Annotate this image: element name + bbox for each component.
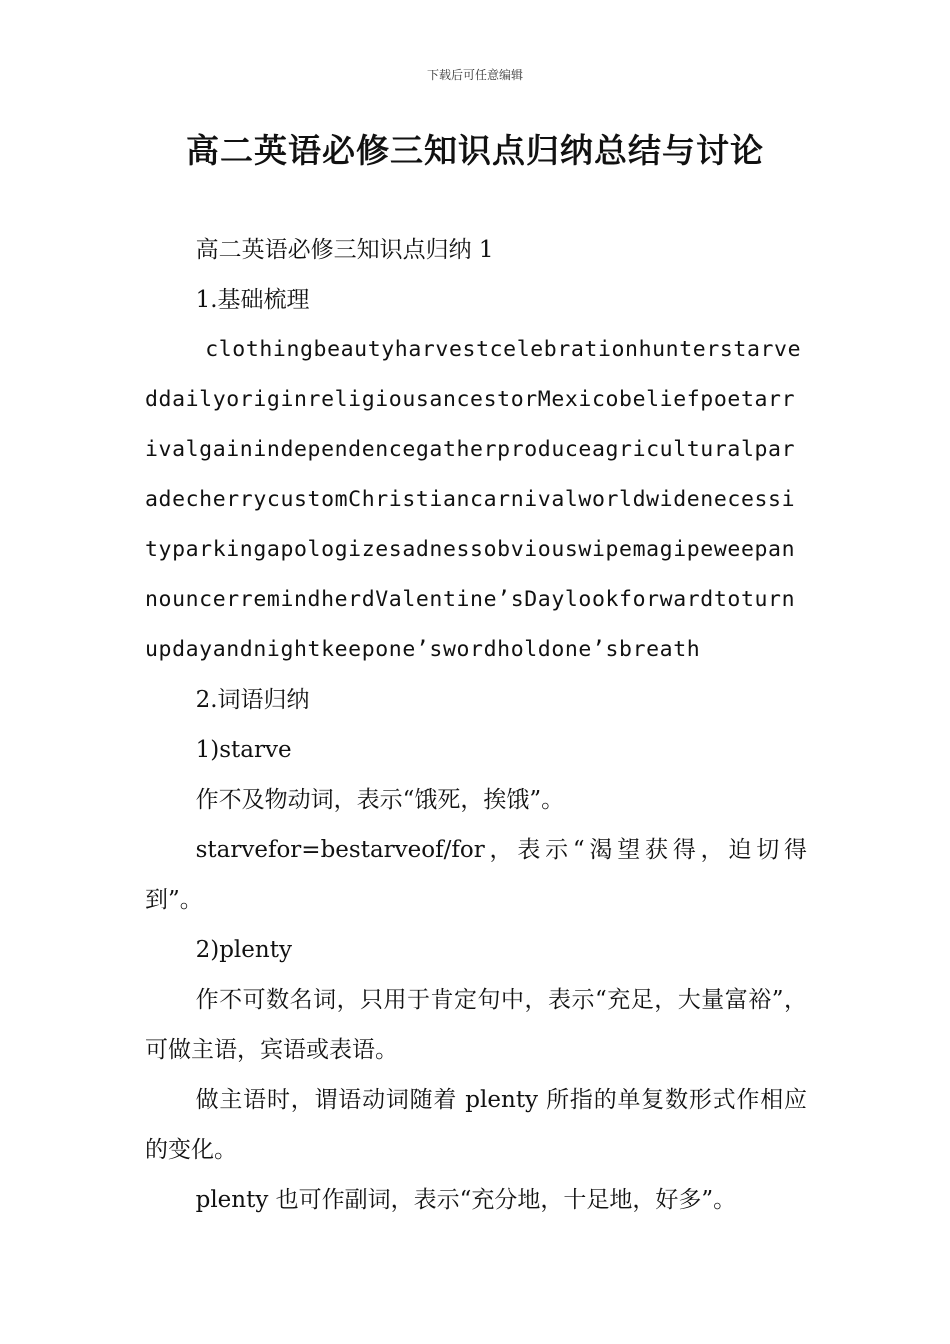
section-heading: 高二英语必修三知识点归纳 1 — [195, 237, 494, 263]
paragraph: starvefor=bestarveof/for，表示“渴望获得，迫切得到”。 — [145, 837, 807, 913]
subsection-heading: 1.基础梳理 — [195, 287, 310, 313]
word-heading: 2)plenty — [195, 937, 292, 963]
word-heading: 1)starve — [195, 737, 292, 763]
subsection-heading: 2.词语归纳 — [195, 687, 310, 713]
vocabulary-list: clothingbeautyharvestcelebrationhunterstarveddailyoriginreligiousancestorMexicobeliefpoetarrivalgainindependencegatherproduceagriculturalparadecherrycustomChristiancarnivalworldwidenecessityparkingapologizesadnessobviouswipemagipeweepannouncerremindherdValentine’sDaylookforwardtoturnupdayandnightkeepone’swordholdone’sbreath — [145, 337, 802, 662]
paragraph: 做主语时，谓语动词随着 plenty 所指的单复数形式作相应的变化。 — [145, 1087, 807, 1163]
document-body — [145, 225, 807, 1225]
paragraph: plenty 也可作副词，表示“充分地，十足地，好多”。 — [195, 1187, 737, 1213]
paragraph: 作不可数名词，只用于肯定句中，表示“充足，大量富裕”，可做主语，宾语或表语。 — [145, 987, 807, 1063]
header-note: 下载后可任意编辑 — [426, 68, 523, 82]
paragraph: 作不及物动词，表示“饿死，挨饿”。 — [195, 787, 565, 813]
document-title: 高二英语必修三知识点归纳总结与讨论 — [186, 131, 764, 170]
